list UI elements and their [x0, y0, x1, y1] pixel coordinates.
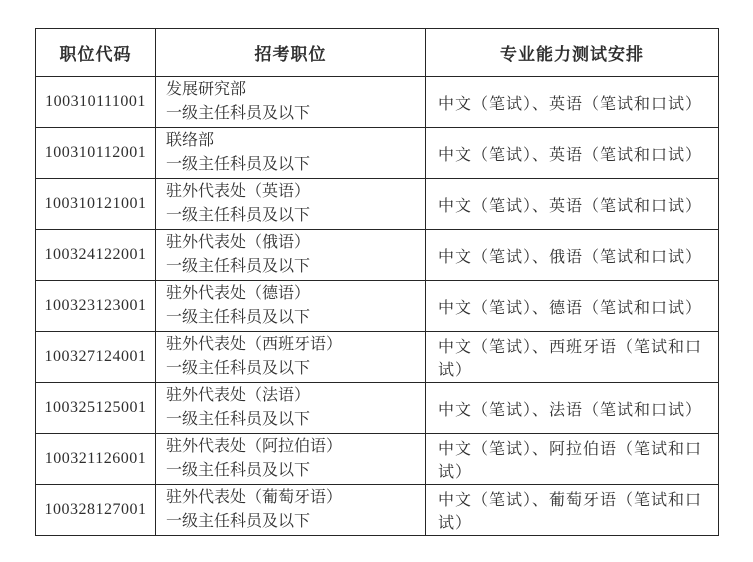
position-title-cell: [156, 179, 426, 230]
position-department: 联络部: [166, 132, 215, 149]
position-rank: 一级主任科员及以下: [166, 105, 311, 122]
position-code-cell: 100328127001: [36, 485, 156, 536]
test-arrangement-cell: 中文（笔试）、英语（笔试和口试）: [426, 179, 719, 230]
test-arrangement-cell: 中文（笔试）、西班牙语（笔试和口试）: [426, 332, 719, 383]
position-code-cell: 100325125001: [36, 383, 156, 434]
position-code-cell: 100327124001: [36, 332, 156, 383]
position-title-cell: [156, 383, 426, 434]
test-arrangement-cell: 中文（笔试）、阿拉伯语（笔试和口试）: [426, 434, 719, 485]
position-code-cell: 100324122001: [36, 230, 156, 281]
test-arrangement-cell: 中文（笔试）、葡萄牙语（笔试和口试）: [426, 485, 719, 536]
header-row: [36, 29, 719, 77]
test-arrangement-cell: 中文（笔试）、英语（笔试和口试）: [426, 128, 719, 179]
position-code-cell: 100310111001: [36, 77, 156, 128]
position-title-cell: [156, 281, 426, 332]
position-rank: 一级主任科员及以下: [166, 156, 311, 173]
position-title-cell: [156, 485, 426, 536]
position-department: 驻外代表处（葡萄牙语）: [166, 489, 343, 506]
test-arrangement-cell: 中文（笔试）、俄语（笔试和口试）: [426, 230, 719, 281]
position-code-cell: 100323123001: [36, 281, 156, 332]
position-title-cell: [156, 128, 426, 179]
position-department: 驻外代表处（德语）: [166, 285, 311, 302]
position-rank: 一级主任科员及以下: [166, 258, 311, 275]
table-row: [36, 383, 719, 434]
table-row: [36, 485, 719, 536]
table-row: [36, 281, 719, 332]
position-department: 驻外代表处（英语）: [166, 183, 311, 200]
position-title-cell: [156, 434, 426, 485]
position-department: 发展研究部: [166, 81, 247, 98]
position-rank: 一级主任科员及以下: [166, 360, 311, 377]
table-row: [36, 230, 719, 281]
table-row: [36, 77, 719, 128]
position-title-cell: [156, 77, 426, 128]
position-rank: 一级主任科员及以下: [166, 513, 311, 530]
position-code-cell: 100310112001: [36, 128, 156, 179]
position-title-cell: [156, 332, 426, 383]
position-code-cell: 100321126001: [36, 434, 156, 485]
table-row: [36, 332, 719, 383]
position-rank: 一级主任科员及以下: [166, 411, 311, 428]
table-body: [36, 77, 719, 536]
table-row: [36, 179, 719, 230]
position-department: 驻外代表处（西班牙语）: [166, 336, 343, 353]
position-department: 驻外代表处（法语）: [166, 387, 311, 404]
test-arrangement-cell: 中文（笔试）、英语（笔试和口试）: [426, 77, 719, 128]
header-recruit-position: 招考职位: [156, 29, 426, 77]
position-department: 驻外代表处（俄语）: [166, 234, 311, 251]
header-test-arrangement: 专业能力测试安排: [426, 29, 719, 77]
test-arrangement-cell: 中文（笔试）、德语（笔试和口试）: [426, 281, 719, 332]
table-header: [36, 29, 719, 77]
table-row: [36, 434, 719, 485]
table-row: [36, 128, 719, 179]
header-position-code: 职位代码: [36, 29, 156, 77]
position-rank: 一级主任科员及以下: [166, 309, 311, 326]
position-department: 驻外代表处（阿拉伯语）: [166, 438, 343, 455]
position-code-cell: 100310121001: [36, 179, 156, 230]
position-title-cell: [156, 230, 426, 281]
test-arrangement-cell: 中文（笔试）、法语（笔试和口试）: [426, 383, 719, 434]
position-rank: 一级主任科员及以下: [166, 207, 311, 224]
recruitment-table: [35, 28, 719, 536]
position-rank: 一级主任科员及以下: [166, 462, 311, 479]
